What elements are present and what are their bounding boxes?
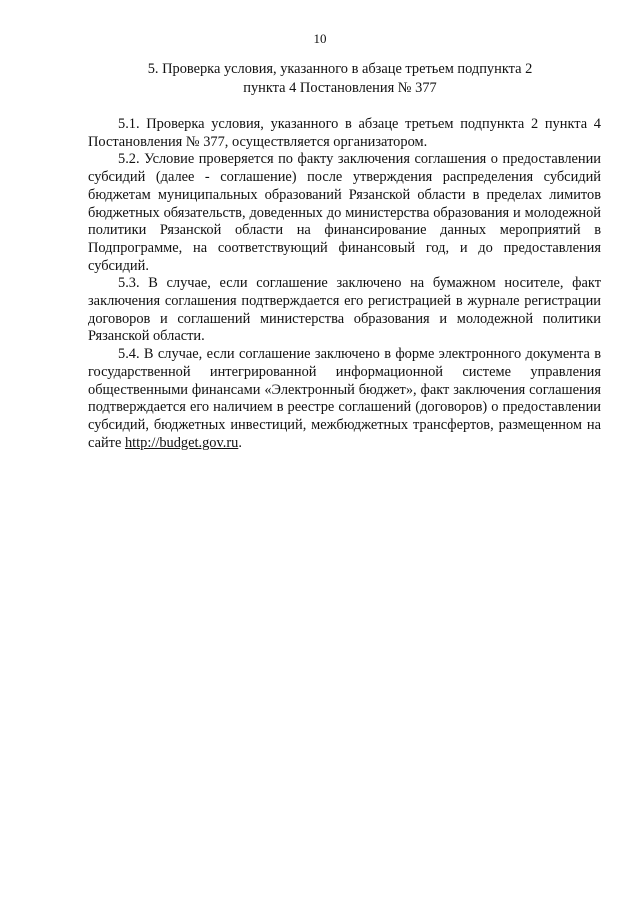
paragraph-5-3: 5.3. В случае, если соглашение заключено на бумажном носителе, факт заключения соглашения подтверждается его регистрацией в журнале регистрации договоров и соглашений министерства образования и молодежной политики Рязанской области. <box>88 275 601 345</box>
paragraph-5-2: 5.2. Условие проверяется по факту заключения соглашения о предоставлении субсидий (далее - соглашение) после утверждения распределения субсидий бюджетам муниципальных образований Рязанской области в пределах лимитов бюджетных обязательств, доведенных до министерства образования и молодежной политики Рязанской области на финансирование данных мероприятий в Подпрограмме, на соответствующий финансовый год, и до предоставления субсидий. <box>88 151 601 274</box>
paragraph-5-4-text: 5.4. В случае, если соглашение заключено в форме электронного документа в государственной интегрированной информационной системе управления общественными финансами «Электронный бюджет», факт заключения соглашения подтверждается его наличием в реестре соглашений (договоров) о предоставлении субсидий, бюджетных инвестиций, межбюджетных трансфертов, размещенном на сайте <box>88 346 601 451</box>
budget-site-link[interactable]: http://budget.gov.ru <box>124 434 239 451</box>
paragraph-5-4-end: . <box>238 434 242 451</box>
section-body <box>88 116 601 452</box>
page-number: 10 <box>313 31 327 46</box>
section-heading-line-1: 5. Проверка условия, указанного в абзаце третьем подпункта 2 <box>147 61 533 77</box>
section-heading-line-2: пункта 4 Постановления № 377 <box>243 80 437 96</box>
paragraph-5-4 <box>88 346 601 452</box>
section-heading <box>110 60 570 98</box>
paragraph-5-1: 5.1. Проверка условия, указанного в абзаце третьем подпункта 2 пункта 4 Постановления № 377, осуществляется организатором. <box>88 116 601 150</box>
